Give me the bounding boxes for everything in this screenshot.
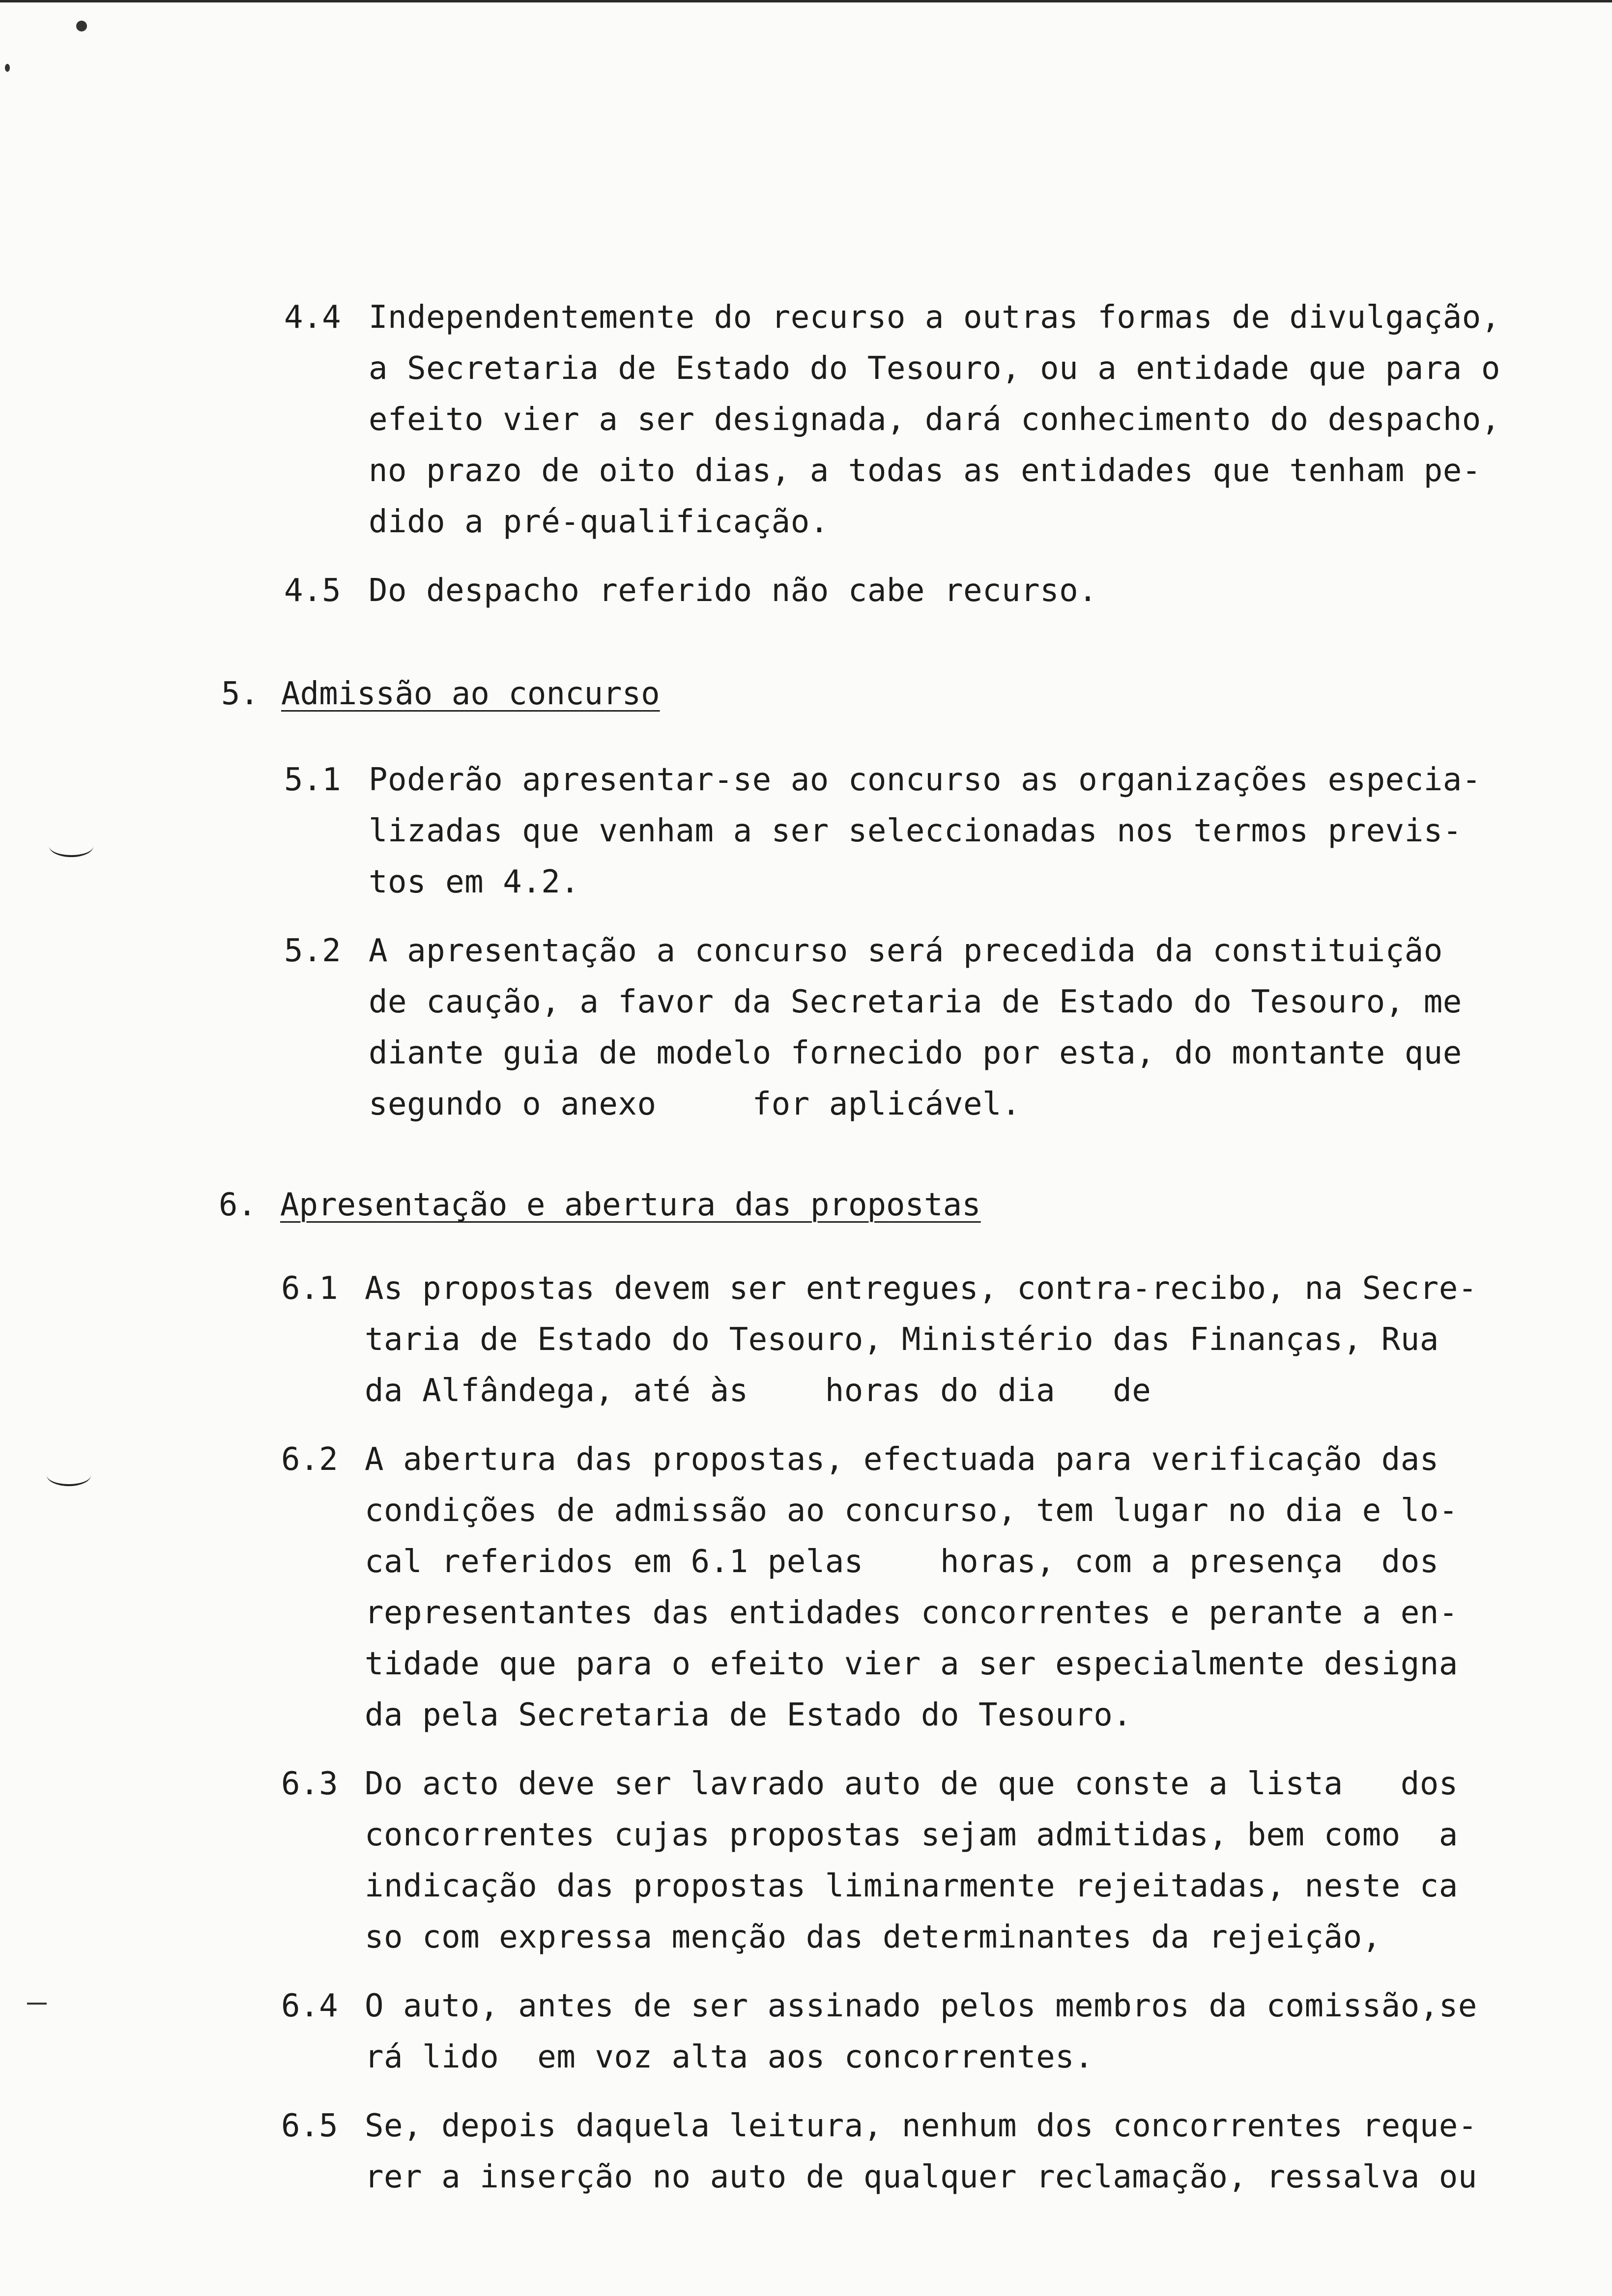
text-line: Do acto deve ser lavrado auto de que conste a lista dos <box>365 1766 1458 1802</box>
text-line: indicação das propostas liminarmente rejeitadas, neste ca <box>365 1868 1458 1904</box>
text-line: no prazo de oito dias, a todas as entidades que tenham pe- <box>369 453 1481 489</box>
item-number: 6.5 <box>281 2108 338 2144</box>
text-line: segundo o anexo for aplicável. <box>369 1086 1021 1122</box>
section-heading: Admissão ao concurso <box>281 676 660 712</box>
text-line: so com expressa menção das determinantes da rejeição, <box>365 1919 1382 1955</box>
text-line: taria de Estado do Tesouro, Ministério das Finanças, Rua <box>365 1321 1439 1358</box>
item-number: 4.5 <box>284 573 341 609</box>
item-number: 6.4 <box>281 1988 338 2024</box>
text-line: cal referidos em 6.1 pelas horas, com a presença dos <box>365 1544 1439 1580</box>
section-heading: Apresentação e abertura das propostas <box>280 1187 981 1223</box>
text-line: rá lido em voz alta aos concorrentes. <box>365 2039 1094 2075</box>
text-line: a Secretaria de Estado do Tesouro, ou a entidade que para o <box>369 350 1500 387</box>
text-line: concorrentes cujas propostas sejam admitidas, bem como a <box>365 1817 1458 1853</box>
text-line: da pela Secretaria de Estado do Tesouro. <box>365 1697 1132 1733</box>
text-line: A abertura das propostas, efectuada para verificação das <box>365 1441 1439 1478</box>
text-line: Se, depois daquela leitura, nenhum dos concorrentes reque- <box>365 2108 1477 2144</box>
text-line: tos em 4.2. <box>369 864 580 900</box>
top-border-line <box>0 0 1612 2</box>
binder-hole-mark <box>47 1464 91 1486</box>
item-number: 6.1 <box>281 1270 338 1307</box>
scan-dot <box>76 21 87 31</box>
item-number: 4.4 <box>284 299 341 336</box>
binder-hole-mark <box>49 835 93 857</box>
section-number: 5. <box>221 676 259 712</box>
text-line: Independentemente do recurso a outras formas de divulgação, <box>369 299 1500 336</box>
text-line: efeito vier a ser designada, dará conhecimento do despacho, <box>369 402 1500 438</box>
text-line: Poderão apresentar-se ao concurso as organizações especia- <box>369 762 1481 798</box>
text-line: diante guia de modelo fornecido por esta, do montante que <box>369 1035 1462 1071</box>
text-line: representantes das entidades concorrentes e perante a en- <box>365 1595 1458 1631</box>
item-number: 5.2 <box>284 933 341 969</box>
margin-arrow-mark <box>27 2003 47 2005</box>
text-line: O auto, antes de ser assinado pelos membros da comissão,se <box>365 1988 1477 2024</box>
text-line: de caução, a favor da Secretaria de Estado do Tesouro, me <box>369 984 1462 1020</box>
item-number: 6.2 <box>281 1441 338 1478</box>
section-number: 6. <box>219 1187 257 1223</box>
text-line: As propostas devem ser entregues, contra-recibo, na Secre- <box>365 1270 1477 1307</box>
text-line: A apresentação a concurso será precedida da constituição <box>369 933 1443 969</box>
scan-dot <box>5 64 10 72</box>
text-line: da Alfândega, até às horas do dia de <box>365 1373 1151 1409</box>
text-line: lizadas que venham a ser seleccionadas nos termos previs- <box>369 813 1462 849</box>
text-line: dido a pré-qualificação. <box>369 504 829 540</box>
text-line: rer a inserção no auto de qualquer reclamação, ressalva ou <box>365 2159 1477 2195</box>
text-line: tidade que para o efeito vier a ser especialmente designa <box>365 1646 1458 1682</box>
item-number: 5.1 <box>284 762 341 798</box>
text-line: Do despacho referido não cabe recurso. <box>369 573 1098 609</box>
item-number: 6.3 <box>281 1766 338 1802</box>
text-line: condições de admissão ao concurso, tem lugar no dia e lo- <box>365 1492 1458 1529</box>
